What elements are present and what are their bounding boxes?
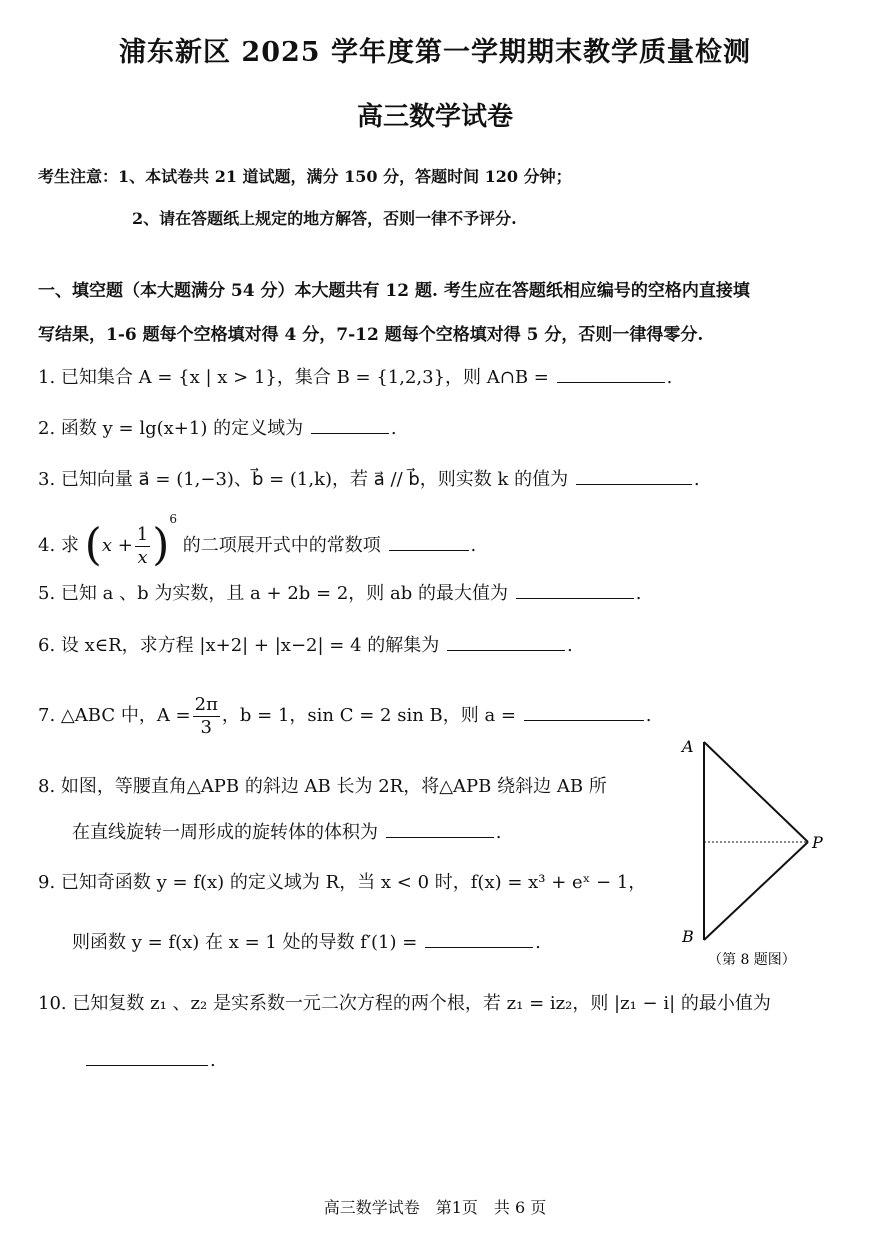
question-number: 5. — [38, 583, 56, 604]
question-7 — [38, 694, 651, 738]
answer-blank — [516, 597, 634, 599]
period: . — [390, 418, 397, 439]
question-6 — [38, 635, 573, 657]
figure-triangle-apb — [672, 730, 842, 970]
period: . — [470, 535, 477, 556]
question-1 — [38, 367, 672, 389]
label-a: A — [682, 737, 694, 756]
question-2 — [38, 418, 397, 440]
exam-subtitle: 高三数学试卷 — [356, 102, 513, 132]
answer-blank — [447, 649, 565, 651]
fraction-numerator: 1 — [136, 523, 149, 545]
page-footer: 高三数学试卷 第1页 共 6 页 — [323, 1198, 547, 1217]
question-text: 已知复数 z₁ 、z₂ 是实系数一元二次方程的两个根，若 z₁ = iz₂，则 |z₁ − i| 的最小值为 — [72, 993, 771, 1014]
answer-blank — [425, 946, 533, 948]
question-text-2: 的二项展开式中的常数项 — [182, 535, 381, 556]
fraction-denominator: 3 — [200, 716, 212, 738]
period: . — [566, 635, 573, 656]
period: . — [495, 822, 502, 843]
expr-x: x + — [101, 535, 133, 556]
answer-blank — [86, 1064, 208, 1066]
exponent: 6 — [169, 512, 178, 526]
period: . — [210, 1050, 216, 1071]
question-text: △ABC 中，A = — [60, 705, 191, 727]
paren-open: ( — [84, 519, 102, 571]
notes-label: 考生注意： — [38, 167, 119, 186]
period: . — [666, 367, 673, 388]
answer-blank — [557, 381, 665, 383]
question-text: 已知 a 、b 为实数，且 a + 2b = 2，则 ab 的最大值为 — [60, 583, 508, 604]
notes-item-2: 2、请在答题纸上规定的地方解答，否则一律不予评分. — [132, 209, 517, 228]
question-text: 已知奇函数 y = f(x) 的定义域为 R，当 x < 0 时，f(x) = x³ + eˣ − 1， — [60, 872, 647, 893]
label-p: P — [812, 833, 823, 852]
label-b: B — [682, 927, 694, 946]
question-9-line-1 — [38, 872, 646, 894]
answer-blank — [386, 836, 494, 838]
notes-line-1 — [38, 164, 572, 187]
question-number: 1. — [38, 367, 56, 388]
question-8-line-1 — [38, 776, 607, 798]
question-number: 7. — [38, 705, 56, 727]
paren-close: ) — [152, 519, 170, 571]
question-number: 6. — [38, 635, 56, 656]
question-text: 已知集合 A = {x | x > 1}，集合 B = {1,2,3}，则 A∩B = — [60, 367, 549, 388]
side-ap — [704, 742, 808, 842]
question-number: 8. — [38, 776, 56, 797]
side-bp — [704, 842, 808, 940]
fraction-denominator: x — [137, 546, 148, 568]
question-text: 设 x∈R，求方程 |x+2| + |x−2| = 4 的解集为 — [60, 635, 440, 656]
question-text: 在直线旋转一周形成的旋转体的体积为 — [72, 822, 378, 843]
question-4 — [38, 512, 476, 572]
question-number: 2. — [38, 418, 56, 439]
fraction — [135, 524, 150, 568]
answer-blank — [576, 483, 692, 485]
period: . — [645, 705, 652, 727]
question-number: 3. — [38, 469, 56, 490]
question-10-line-2 — [84, 1050, 216, 1072]
question-text: 如图，等腰直角△APB 的斜边 AB 长为 2R，将△APB 绕斜边 AB 所 — [60, 776, 607, 797]
question-number: 4. — [38, 535, 56, 556]
answer-blank — [389, 549, 469, 551]
question-text: 已知向量 a⃗ = (1,−3)、b⃗ = (1,k)，若 a⃗ // b⃗，则实数 k 的值为 — [60, 469, 569, 490]
period: . — [693, 469, 700, 490]
question-number: 9. — [38, 872, 56, 893]
question-text: 函数 y = lg(x+1) 的定义域为 — [60, 418, 304, 439]
question-8-line-2 — [72, 822, 501, 844]
question-number: 10. — [38, 993, 67, 1014]
question-text-2: ，b = 1，sin C = 2 sin B，则 a = — [221, 705, 516, 727]
notes-item-1: 1、本试卷共 21 道试题，满分 150 分，答题时间 120 分钟； — [118, 167, 572, 186]
figure-caption: （第 8 题图） — [708, 952, 796, 968]
section-1-intro-line-2: 写结果，1-6 题每个空格填对得 4 分，7-12 题每个空格填对得 5 分，否则一律得零分. — [38, 325, 704, 345]
question-5 — [38, 583, 641, 605]
fraction — [193, 694, 220, 738]
answer-blank — [524, 719, 644, 721]
question-3 — [38, 469, 700, 491]
exam-title: 浦东新区 2025 学年度第一学期期末教学质量检测 — [119, 37, 751, 68]
question-10-line-1 — [38, 993, 771, 1015]
question-text: 则函数 y = f(x) 在 x = 1 处的导数 f′(1) = — [72, 932, 418, 953]
period: . — [635, 583, 642, 604]
period: . — [535, 932, 541, 953]
answer-blank — [311, 432, 389, 434]
fraction-numerator: 2π — [194, 694, 218, 715]
question-text: 求 — [60, 535, 79, 556]
section-1-intro-line-1: 一、填空题（本大题满分 54 分）本大题共有 12 题. 考生应在答题纸相应编号的空格内直接填 — [38, 281, 750, 301]
question-9-line-2 — [72, 932, 541, 954]
